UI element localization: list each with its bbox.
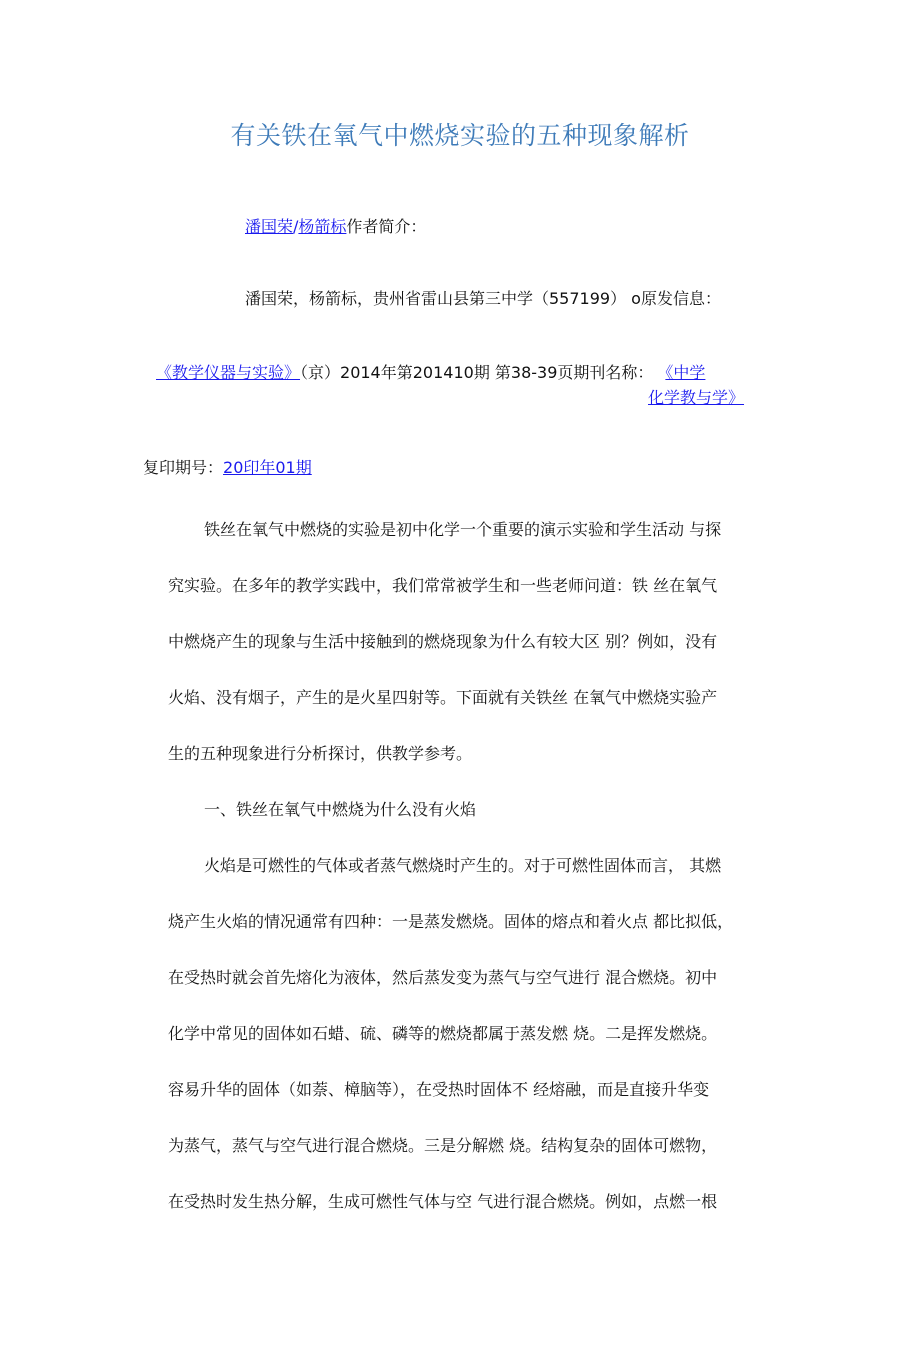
journal-link[interactable]: 《教学仪器与实验》	[156, 363, 301, 382]
reprint-label: 复印期号：	[143, 458, 224, 477]
body-line: 火焰是可燃性的气体或者蒸气燃烧时产生的。对于可燃性固体而言， 其燃	[204, 856, 722, 875]
author-link-2[interactable]: 杨箭标	[298, 217, 347, 236]
author-line	[245, 217, 426, 237]
source-line	[156, 363, 705, 383]
author-separator: /	[293, 217, 299, 236]
body-line: 火焰、没有烟子，产生的是火星四射等。下面就有关铁丝 在氧气中燃烧实验产	[168, 688, 718, 707]
document-title: 有关铁在氧气中燃烧实验的五种现象解析	[230, 121, 690, 150]
journal-name-link-part1[interactable]: 《中学	[665, 363, 706, 382]
reprint-link[interactable]: 20印年01期	[223, 458, 312, 477]
author-link-1[interactable]: 潘国荣	[245, 217, 294, 236]
body-line: 化学中常见的固体如石蜡、硫、磷等的燃烧都属于蒸发燃 烧。二是挥发燃烧。	[168, 1024, 718, 1043]
reprint-line	[143, 458, 312, 478]
body-line: 在受热时发生热分解，生成可燃性气体与空 气进行混合燃烧。例如，点燃一根	[168, 1192, 718, 1211]
body-line: 铁丝在氧气中燃烧的实验是初中化学一个重要的演示实验和学生活动 与探	[204, 520, 722, 539]
section-heading: 一、铁丝在氧气中燃烧为什么没有火焰	[204, 800, 477, 819]
body-line: 烧产生火焰的情况通常有四种：一是蒸发燃烧。固体的熔点和着火点 都比拟低，	[168, 912, 734, 931]
journal-name-link-part2[interactable]: 化学教与学》	[648, 388, 745, 407]
body-line: 究实验。在多年的教学实践中，我们常常被学生和一些老师问道：铁 丝在氧气	[168, 576, 718, 595]
body-line: 中燃烧产生的现象与生活中接触到的燃烧现象为什么有较大区 别？例如，没有	[168, 632, 718, 651]
author-intro-label: 作者简介：	[346, 217, 427, 236]
journal-name-line2	[648, 388, 744, 408]
author-info: 潘国荣，杨箭标，贵州省雷山县第三中学（557199） o原发信息：	[245, 289, 721, 308]
body-line: 生的五种现象进行分析探讨，供教学参考。	[168, 744, 473, 763]
body-line: 容易升华的固体（如萘、樟脑等），在受热时固体不 经熔融，而是直接升华变	[168, 1080, 710, 1099]
body-line: 为蒸气，蒸气与空气进行混合燃烧。三是分解燃 烧。结构复杂的固体可燃物，	[168, 1136, 718, 1155]
source-details: （京）2014年第201410期 第38-39页期刊名称：	[300, 363, 654, 382]
body-line: 在受热时就会首先熔化为液体，然后蒸发变为蒸气与空气进行 混合燃烧。初中	[168, 968, 718, 987]
